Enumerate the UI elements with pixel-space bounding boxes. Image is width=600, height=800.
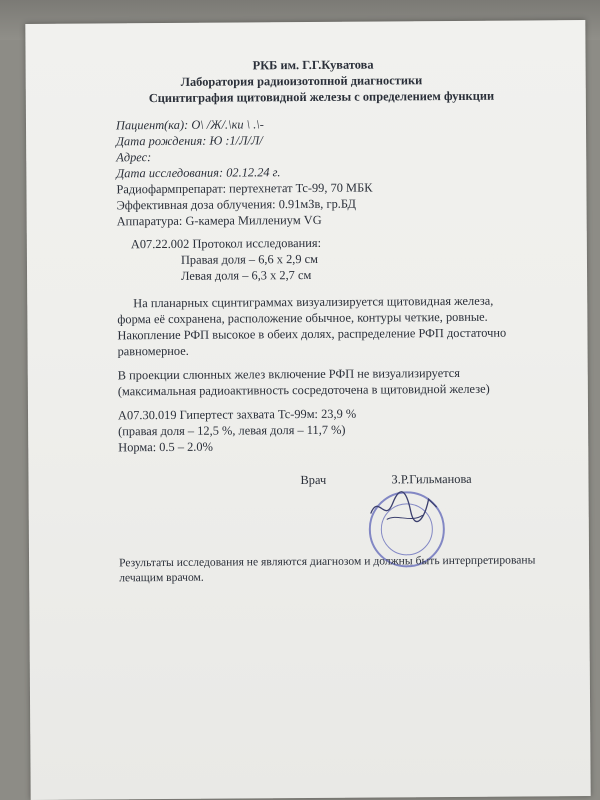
protocol-title: А07.22.002 Протокол исследования: [130,235,322,252]
patient-address: Адрес: [116,150,152,165]
findings-line: На планарных сцинтиграммах визуализируется щитовидная железа, [133,293,494,311]
uptake-result: А07.30.019 Гипертест захвата Tc-99м: 23,9 % [117,406,357,423]
radiopharmaceutical: Радиофармпрепарат: пертехнетат Tc-99, 70 МБК [116,180,373,197]
uptake-breakdown: (правая доля – 12,5 %, левая доля – 11,7 %) [118,422,346,439]
radiation-dose: Эффективная доза облучения: 0.91мЗв, гр.БД [116,196,357,213]
salivary-line: В проекции слюнных желез включение РФП не визуализируется [117,365,460,383]
study-title: Сцинтиграфия щитовидной железы с определением функции [148,88,495,106]
findings-line: равномерное. [117,343,189,359]
hospital-name: РКБ им. Г.Г.Куватова [252,57,374,73]
salivary-line: (максимальная радиоактивность сосредоточена в щитовидной железе) [117,381,490,399]
document-page [25,20,590,800]
signature-scribble [367,483,447,528]
findings-line: форма её сохранена, расположение обычное, контуры четкие, ровные. [117,309,488,327]
study-date: Дата исследования: 02.12.24 г. [116,165,281,181]
apparatus: Аппаратура: G-камера Миллениум VG [116,212,322,229]
lab-name: Лаборатория радиоизотопной диагностики [180,73,423,89]
doctor-name: З.Р.Гильманова [391,471,472,487]
patient-dob: Дата рождения: Ю :1/Л/Л/ [116,133,263,149]
patient-name: Пациент(ка): О\ /Ж/.\ки \ .\- [115,117,264,133]
disclaimer-line: лечащим врачом. [119,570,204,585]
doctor-label: Врач [300,472,327,488]
right-lobe-size: Правая доля – 6,6 х 2,9 см [180,251,319,267]
disclaimer-line: Результаты исследования не являются диагнозом и должны быть интерпретированы [119,553,536,570]
left-lobe-size: Левая доля – 6,3 х 2,7 см [181,267,312,283]
uptake-norm: Норма: 0.5 – 2.0% [118,439,213,455]
findings-line: Накопление РФП высокое в обеих долях, распределение РФП достаточно [117,325,507,343]
